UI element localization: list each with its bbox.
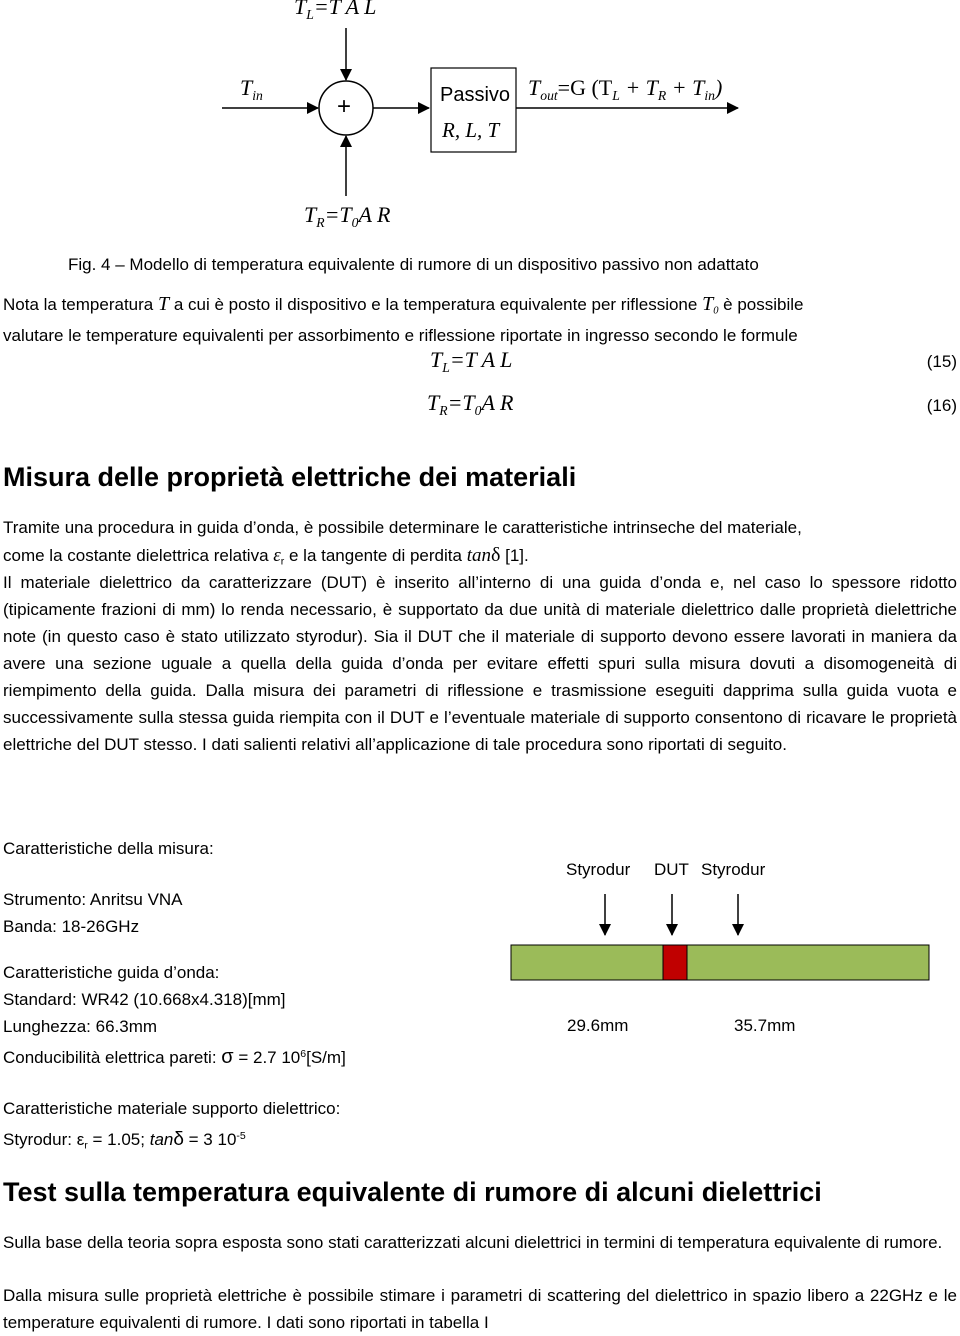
sum-symbol: + [337, 93, 352, 120]
guide-length: Lunghezza: 66.3mm [3, 1017, 158, 1036]
section-heading-materials: Misura delle proprietà elettriche dei materiali [3, 462, 577, 492]
figure-caption: Fig. 4 – Modello di temperatura equivalente di rumore di un dispositivo passivo non adattato [68, 255, 759, 274]
guide-conductivity: Conducibilità elettrica pareti: σ = 2.7 $10^6[S/m]$ [3, 1045, 346, 1068]
equation-16: $T_R=T_0A$ R [427, 390, 514, 418]
support-styrodur: Styrodur: $\varepsilon_r = 1.05$; tanδ = 3 $10^{-5}$ [3, 1128, 246, 1152]
bottom-label: $T_R=T_0A$ R [304, 202, 391, 230]
specs-instrument: Strumento: Anritsu VNA [3, 890, 183, 909]
support-title: Caratteristiche materiale supporto dielettrico: [3, 1099, 341, 1118]
waveguide-figure [500, 880, 940, 990]
guide-standard: Standard: WR42 (10.668x4.318)[mm] [3, 990, 286, 1009]
intro-line-2: valutare le temperature equivalenti per assorbimento e riflessione riportate in ingresso secondo le formule [3, 326, 798, 345]
dimension-right: 35.7mm [734, 1016, 796, 1035]
dimension-left: 29.6mm [567, 1016, 629, 1035]
section1-p1-line2: come la costante dielettrica relativa $\varepsilon_r$ e la tangente di perdita tanδ [1]. [3, 544, 529, 568]
section2-p2: Dalla misura sulle proprietà elettriche è possibile stimare i parametri di scattering del dielettrico in spazio libero a 22GHz e le temperature equivalenti di rumore. I dati sono riportati in tabella I [3, 1286, 957, 1332]
block-params: R, L, T [442, 118, 500, 142]
intro-line-1: Nota la temperatura T a cui è posto il dispositivo e la temperatura equivalente per riflessione $T_0$ è possibile [3, 293, 804, 317]
equation-15-number: (15) [926, 352, 957, 371]
styrodur-left-block [511, 945, 663, 980]
equation-16-number: (16) [926, 396, 957, 415]
equation-15: $T_L=T$ A L [430, 347, 513, 375]
specs-title: Caratteristiche della misura: [3, 839, 214, 858]
input-label: $T_{in}$ [240, 75, 263, 103]
label-dut: DUT [654, 860, 689, 879]
guide-title: Caratteristiche guida d’onda: [3, 963, 220, 982]
styrodur-right-block [687, 945, 929, 980]
section-heading-noise-test: Test sulla temperatura equivalente di rumore di alcuni dielettrici [3, 1177, 822, 1207]
top-label: $T_L=T$ A L [294, 0, 377, 22]
block-title: Passivo [440, 84, 511, 106]
dut-block [663, 945, 687, 980]
specs-band: Banda: 18-26GHz [3, 917, 140, 936]
section1-p1-line1: Tramite una procedura in guida d’onda, è possibile determinare le caratteristiche intrinseche del materiale, [3, 518, 802, 537]
label-styrodur-left: Styrodur [566, 860, 631, 879]
section1-p2: Il materiale dielettrico da caratterizzare (DUT) è inserito all’interno di una guida d’onda e, nel caso lo spessore ridotto (tipicamente frazioni di mm) lo renda necessario, è supportato da due unità di materiale dielettrico dalle proprietà dielettriche note (in questo caso è stato utilizzato styrodur). Sia il DUT che il materiale di supporto devono essere lavorati in maniera da avere una sezione uguale a quella della guida d’onda per evitare effetti spuri sulla misura dovuti a disomogeneità di riempimento della guida. Dalla misura dei parametri di riflessione e trasmissione eseguiti dapprima sulla guida vuota e successivamente sulla stessa guida riempita con il DUT e l’eventuale materiale di supporto consentono di ricavare le proprietà elettriche del DUT stesso. I dati salienti relativi all’applicazione di tale procedura sono riportati di seguito. [3, 573, 957, 754]
output-label: $T_{out}=G$ $(T_L + T_R + T_{in})$ [528, 75, 723, 103]
section2-p1: Sulla base della teoria sopra esposta sono stati caratterizzati alcuni dielettrici in termini di temperatura equivalente di rumore. [3, 1233, 943, 1252]
label-styrodur-right: Styrodur [701, 860, 766, 879]
